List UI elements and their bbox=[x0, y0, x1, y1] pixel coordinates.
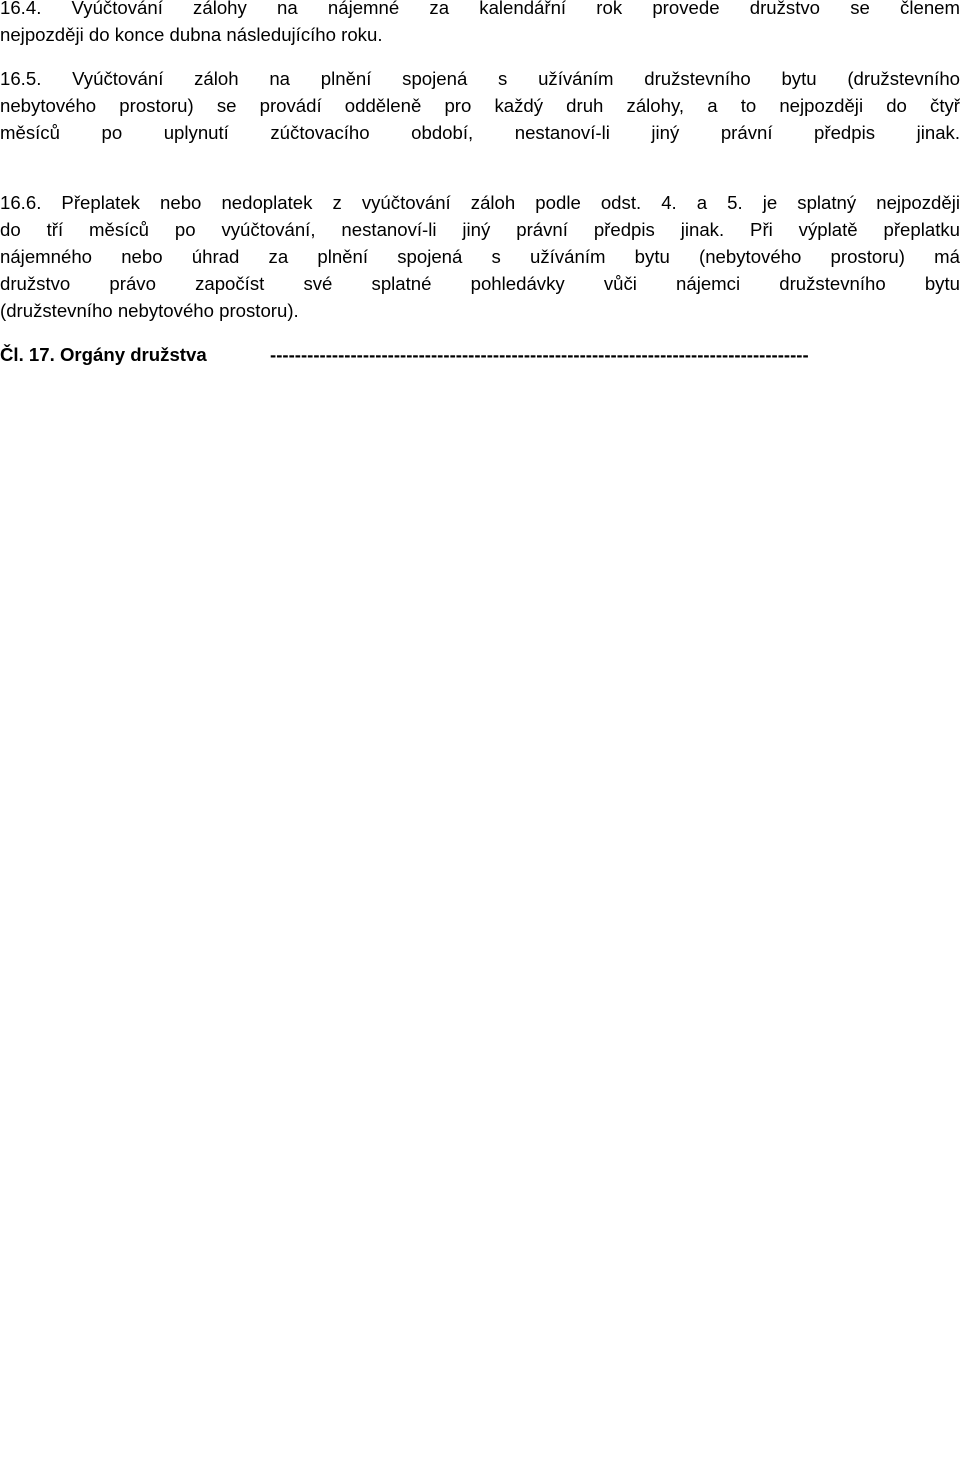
article-heading-dashes: --------------------------------------------------------------------------------------- bbox=[270, 344, 809, 365]
text-line: (družstevního nebytového prostoru). bbox=[0, 300, 299, 321]
text-line: nájemného nebo úhrad za plnění spojená s užíváním bytu (nebytového prostoru) má bbox=[0, 246, 960, 267]
article-heading-title: Čl. 17. Orgány družstva bbox=[0, 344, 207, 365]
text-line: 16.5. Vyúčtování záloh na plnění spojená s užíváním družstevního bytu (družstevního bbox=[0, 68, 960, 89]
text-line: do tří měsíců po vyúčtování, nestanoví-li jiný právní předpis jinak. Při výplatě přeplatku bbox=[0, 219, 960, 240]
text-line: 16.6. Přeplatek nebo nedoplatek z vyúčtování záloh podle odst. 4. a 5. je splatný nejpozději bbox=[0, 192, 960, 213]
article-heading bbox=[0, 341, 960, 368]
text-line: měsíců po uplynutí zúčtovacího období, nestanoví-li jiný právní předpis jinak. bbox=[0, 122, 960, 143]
text-line: nejpozději do konce dubna následujícího roku. bbox=[0, 24, 383, 45]
text-line: 16.4. Vyúčtování zálohy na nájemné za kalendářní rok provede družstvo se členem bbox=[0, 0, 960, 18]
text-line: družstvo právo započíst své splatné pohledávky vůči nájemci družstevního bytu bbox=[0, 273, 960, 294]
text-line: nebytového prostoru) se provádí odděleně pro každý druh zálohy, a to nejpozději do čtyř bbox=[0, 95, 960, 116]
